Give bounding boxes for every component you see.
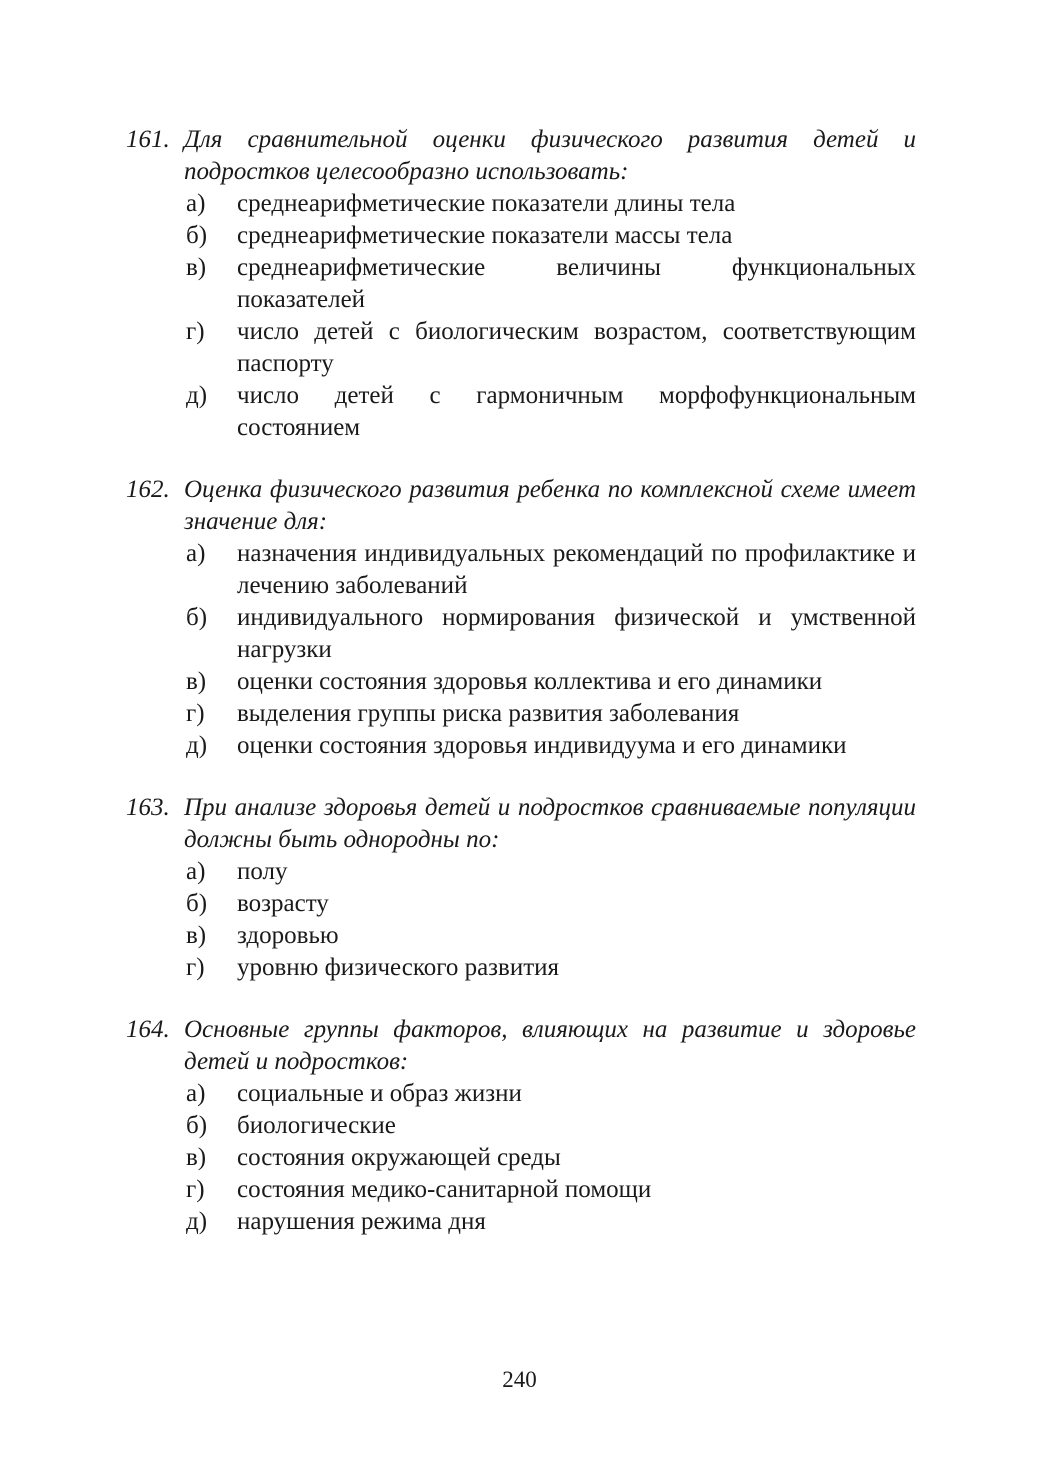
question-number: 163. xyxy=(126,794,170,821)
question-text: Основные группы факторов, влияющих на развитие и здоровье детей и подростков: xyxy=(184,1016,916,1075)
option-text: назначения индивидуальных рекомендаций по профилактике и лечению заболеваний xyxy=(237,540,916,599)
question-161 xyxy=(126,124,916,444)
option-text: среднеарифметические величины функциональных показателей xyxy=(237,254,916,313)
option-letter: б) xyxy=(186,604,208,631)
answer-option xyxy=(126,1174,916,1206)
answer-option xyxy=(126,220,916,252)
answer-options xyxy=(126,538,916,762)
answer-option xyxy=(126,856,916,888)
answer-option xyxy=(126,952,916,984)
option-letter: в) xyxy=(186,668,207,695)
option-letter: б) xyxy=(186,222,208,249)
answer-option xyxy=(126,888,916,920)
question-text: При анализе здоровья детей и подростков сравниваемые популяции должны быть однородны по: xyxy=(184,794,916,853)
answer-option xyxy=(126,920,916,952)
option-letter: а) xyxy=(186,858,206,885)
question-heading xyxy=(126,474,916,538)
answer-option xyxy=(126,730,916,762)
option-text: социальные и образ жизни xyxy=(237,1080,522,1107)
page-number: 240 xyxy=(502,1367,537,1392)
question-number: 164. xyxy=(126,1016,170,1043)
answer-option xyxy=(126,1078,916,1110)
option-text: число детей с биологическим возрастом, соответствующим паспорту xyxy=(237,318,916,377)
option-text: нарушения режима дня xyxy=(237,1208,486,1235)
option-text: биологические xyxy=(237,1112,396,1139)
question-text: Для сравнительной оценки физического развития детей и подростков целесообразно использовать: xyxy=(184,126,916,185)
answer-options xyxy=(126,188,916,444)
option-letter: д) xyxy=(186,1208,208,1235)
option-text: индивидуального нормирования физической и умственной нагрузки xyxy=(237,604,916,663)
option-letter: б) xyxy=(186,890,208,917)
option-letter: д) xyxy=(186,382,208,409)
option-letter: а) xyxy=(186,1080,206,1107)
answer-option xyxy=(126,1206,916,1238)
option-text: среднеарифметические показатели длины тела xyxy=(237,190,736,217)
option-text: оценки состояния здоровья индивидуума и его динамики xyxy=(237,732,847,759)
option-letter: г) xyxy=(186,1176,205,1203)
question-164 xyxy=(126,1014,916,1238)
answer-option xyxy=(126,698,916,730)
option-letter: а) xyxy=(186,190,206,217)
option-text: выделения группы риска развития заболевания xyxy=(237,700,740,727)
question-number: 162. xyxy=(126,476,170,503)
answer-options xyxy=(126,1078,916,1238)
question-text: Оценка физического развития ребенка по комплексной схеме имеет значение для: xyxy=(184,476,916,535)
option-text: число детей с гармоничным морфофункциональным состоянием xyxy=(237,382,916,441)
option-letter: б) xyxy=(186,1112,208,1139)
option-text: здоровью xyxy=(237,922,339,949)
answer-option xyxy=(126,380,916,444)
option-text: уровню физического развития xyxy=(237,954,560,981)
answer-option xyxy=(126,666,916,698)
question-162 xyxy=(126,474,916,762)
answer-option xyxy=(126,252,916,316)
option-text: среднеарифметические показатели массы тела xyxy=(237,222,733,249)
option-letter: г) xyxy=(186,700,205,727)
answer-option xyxy=(126,1110,916,1142)
page-content xyxy=(126,124,916,1268)
question-heading xyxy=(126,792,916,856)
question-number: 161. xyxy=(126,126,170,153)
answer-option xyxy=(126,188,916,220)
answer-options xyxy=(126,856,916,984)
option-letter: г) xyxy=(186,318,205,345)
option-letter: в) xyxy=(186,922,207,949)
option-text: состояния медико-санитарной помощи xyxy=(237,1176,652,1203)
option-text: полу xyxy=(237,858,288,885)
answer-option xyxy=(126,538,916,602)
question-heading xyxy=(126,124,916,188)
option-text: состояния окружающей среды xyxy=(237,1144,561,1171)
question-heading xyxy=(126,1014,916,1078)
question-163 xyxy=(126,792,916,984)
option-letter: д) xyxy=(186,732,208,759)
answer-option xyxy=(126,602,916,666)
answer-option xyxy=(126,316,916,380)
option-letter: а) xyxy=(186,540,206,567)
answer-option xyxy=(126,1142,916,1174)
option-letter: в) xyxy=(186,254,207,281)
option-letter: в) xyxy=(186,1144,207,1171)
option-letter: г) xyxy=(186,954,205,981)
option-text: оценки состояния здоровья коллектива и его динамики xyxy=(237,668,823,695)
option-text: возрасту xyxy=(237,890,329,917)
